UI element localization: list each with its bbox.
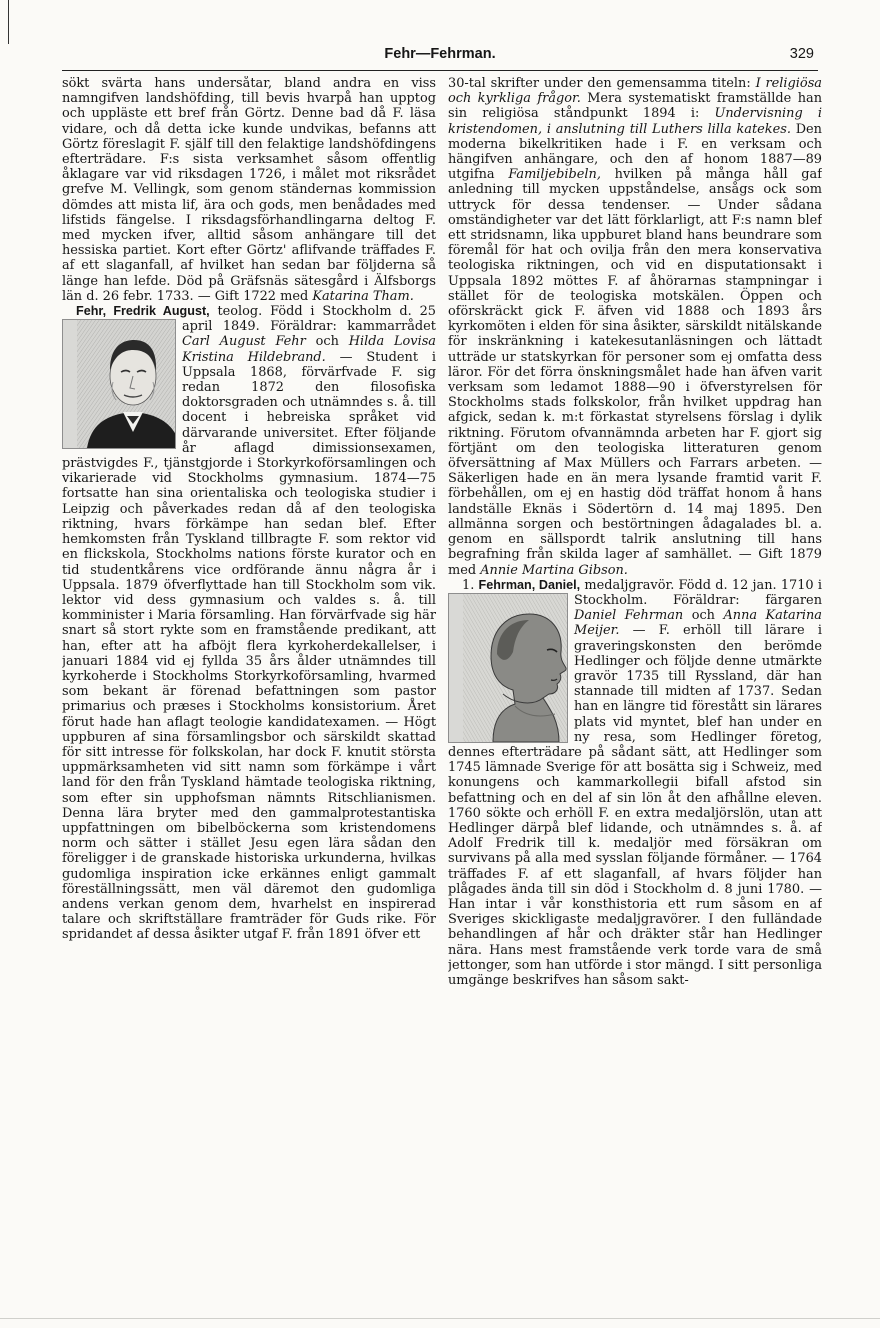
father-name: Carl August Fehr — [182, 334, 306, 350]
mother-name: Anna Katarina Meijer. — [574, 608, 822, 639]
portrait-daniel-fehrman — [448, 593, 568, 743]
header-rule — [62, 70, 818, 71]
entry-fehr-fredrik-august: Fehr, Fredrik August, teolog. Född i Stockholm d. 25 april 1849. Föräldrar: kammarrådet Carl August Fehr och Hilda Lovisa Kristina Hildebrand. — Student i Uppsala 1868, förvärfvade F. sig redan 1872 den filosofiska doktorsgraden och utnämndes s. å. till docent i hebreiska språket vid därvarande universitet. Efter följande år aflagd dimissionsexamen, prästvigdes F., tjänstgjorde i Storkyrkoförsamlingen och vikarierade vid Stockholms gymnasium. 1874—75 fortsatte han sina orientaliska och teologiska studier i Leipzig och påverkades redan då af den teologiska riktning, hvars förkämpe han sedan blef. Efter hemkomsten från Tyskland tillbragte F. som rektor vid en flickskola, Stockholms nations förste kurator och en tid studentkårens vice ordförande ännu några år i Uppsala. 1879 öfverflyttade han till Stockholm som vik. lektor vid dess gymnasium och valdes s. å. till komminister i Maria församling. Han förvärfvade sig här snart så stort rykte som en framstående predikant, att han, efter att ha afböjt flera kyrkoherdekallelser, i januari 1884 vid ej fyllda 35 års ålder utnämndes till kyrkoherde i Stockholms Storkyrkoförsamling, hvarmed som bekant är förenad befattningen som pastor primarius och præses i Stockholms konsistorium. Året förut hade han aflagt teologie kandidatexamen. — Högt uppburen af sina församlingsbor och särskildt skattad för sitt intresse för folkskolan, har dock F. knutit största uppmärksamheten vid sitt namn som förkämpe i vårt land för den från Tyskland hämtade teologiska riktning, som efter sin upphofsman nämnts Ritschlianismen. Denna lära bryter med den gammalprotestantiska uppfattningen om bibelböckerna som kristendomens norm och sätter i stället Jesu egen lära sådan den föreligger i de granskade historiska urkunderna, hvilkas gudomliga inspiration icke erkännes enligt gammalt föreställningssätt, men väl däremot den gudomliga andens verkan genom dem, hvarhelst en inspirerad talare och skriftställare framträder för Guds rike. För spridandet af dessa åsikter utgaf F. från 1891 öfver ett — [62, 304, 436, 943]
scan-edge-mark — [8, 0, 9, 44]
portrait-fehr — [62, 319, 176, 449]
running-header — [60, 44, 820, 70]
entry-headword: Fehr, Fredrik August, — [76, 304, 210, 319]
work-title: I religiösa och kyrkliga frågor. — [448, 76, 822, 107]
work-title: Familjebibeln, — [508, 167, 601, 183]
father-name: Daniel Fehrman — [574, 608, 684, 624]
right-column — [448, 76, 822, 1316]
entry-fehrman-daniel: 1. Fehrman, Daniel, medaljgravör. Född d. 12 jan. 1710 i Stockholm. Föräldrar: färgaren Daniel Fehrman och Anna Katarina Meijer. — F. erhöll till lärare i graveringskonsten den berömde Hedlinger och följde denne utmärkte gravör 1735 till Ryssland, där han stannade till midten af 1737. Sedan han en längre tid förestått sin lärares plats vid myntet, blef han under en ny resa, som Hedlinger företog, dennes efterträdare på sådant sätt, att Hedlinger som 1745 lämnade Sverige för att bosätta sig i Schweiz, med konungens och kammarkollegii bifall afstod sin befattning och en del af sin lön åt den afhållne eleven. 1760 sökte och erhöll F. en extra medaljörslön, utan att Hedlinger därpå blef lidande, och utnämndes s. å. af Adolf Fredrik till k. medaljör med försäkran om survivans på alla med sysslan följande förmåner. — 1764 träffades F. af ett slaganfall, af hvars följder han plågades ända till sin död i Stockholm d. 8 juni 1780. — Han intar i vår konsthistoria ett rum såsom en af Sveriges skickligaste medaljgravörer. I den fulländade behandlingen af hår och dräkter står han Hedlinger nära. Hans mest framstående verk torde vara de små jettonger, som han utförde i stor mängd. I sitt personliga umgänge beskrifves han såsom sakt- — [448, 577, 822, 988]
spouse-name: Annie Martina Gibson. — [480, 562, 628, 578]
scan-bottom-edge — [0, 1318, 880, 1319]
left-column — [62, 76, 436, 1316]
work-title: Undervisning i kristendomen, i anslutning till Luthers lilla katekes. — [448, 106, 822, 137]
entry-number: 1. — [462, 577, 479, 593]
portrait-engraving-man-short-hair-icon — [77, 320, 176, 448]
page-title: Fehr—Fehrman. — [384, 46, 496, 62]
portrait-medallion-profile-icon — [463, 594, 568, 742]
entry-headword: Fehrman, Daniel, — [478, 577, 581, 592]
page-number: 329 — [789, 46, 814, 62]
entry-fehr-continuation: 30-tal skrifter under den gemensamma titeln: I religiösa och kyrkliga frågor. Mera systematiskt framställde han sin religiösa ståndpunkt 1894 i: Undervisning i kristendomen, i anslutning till Luthers lilla katekes. Den moderna bikelkritiken hade i F. en verksam och hängifven anhängare, och den af honom 1887—89 utgifna Familjebibeln, hvilken på många håll gaf anledning till mycken uppståndelse, ansågs ock som uttryck för dessa tendenser. — Under sådana omständigheter var det lätt förklarligt, att F:s namn blef ett stridsnamn, lika uppburet bland hans beundrare som föremål för hat och ovilja från den mera konservativa teologiska riktningen, och vid en disputationsakt i Uppsala 1892 möttes F. af åhörarnas stampningar i stället för de teologiska motskälen. Öppen och oförskräckt gick F. äfven vid 1888 och 1893 års kyrkomöten i elden för sina åsikter, särskildt nitälskande för inskränkning i katekesutanläsningen och lättadt utträde ur statskyrkan för personer som ej omfatta dess läror. För det förra önskningsmålet hade han äfven varit verksam som ledamot 1888—90 i öfverstyrelsen för Stockholms stads folkskolor, från hvilket uppdrag han afgick, sedan k. m:t förkastat styrelsens förslag i dylik riktning. Förutom ofvannämnda arbeten har F. gjort sig förtjänt om den teologiska litteraturen genom öfversättning af Max Müllers och Farrars arbeten. — Säkerligen hade en än mera lysande framtid varit F. förbehållen, om ej en hastig död träffat honom å hans landställe Eknäs i Södertörn d. 14 maj 1895. Den allmänna sorgen och bestörtningen ådagalades bl. a. genom en sällspordt talrik anslutning till hans begrafning från skilda lager af samhället. — Gift 1879 med Annie Martina Gibson. — [448, 76, 822, 578]
entry-continuation: sökt svärta hans undersåtar, bland andra en viss namngifven landshöfding, till bevis hvarpå han upptog och uppläste ett bref från Görtz. Denne bad då F. läsa vidare, och då detta icke kunde undvikas, befanns att Görtz föreslagit F. själf till den felaktige landshöfdingens efterträdare. F:s sista verksamhet såsom offentlig åklagare var vid riksdagen 1726, i målet mot riksrådet grefve M. Vellingk, som genom ständernas kommission dömdes att mista lif, ära och gods, men benådades med lifstids fängelse. I riksdagsförhandlingarna deltog F. med mycken ifver, alltid såsom anhängare till det hessiska partiet. Kort efter Görtz' aflifvande träffades F. af ett slaganfall, af hvilket han sedan bar följderna så länge han lefde. Död på Gräfsnäs sätesgård i Älfsborgs län d. 26 febr. 1733. — Gift 1722 med Katarina Tham. — [62, 76, 436, 304]
mother-name: Hilda Lovisa Kristina Hildebrand. — [182, 334, 436, 365]
spouse-name: Katarina Tham. — [312, 288, 414, 304]
